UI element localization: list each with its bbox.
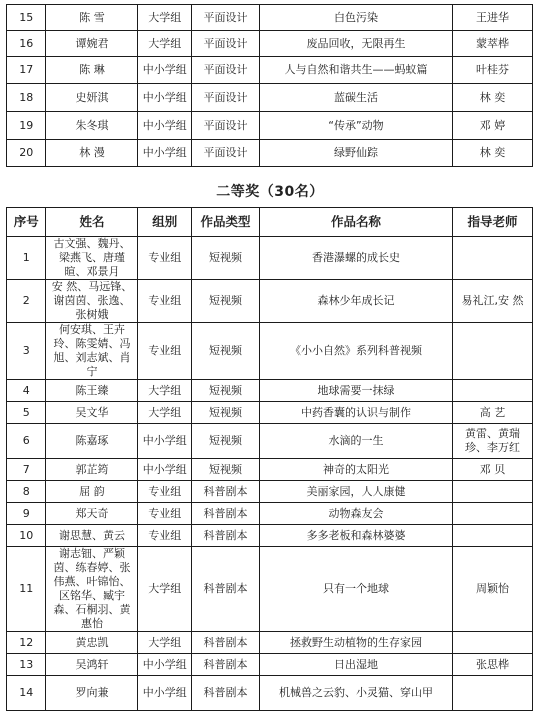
cell-name: 吴鸿轩	[46, 654, 138, 676]
cell-type: 短视频	[192, 459, 260, 481]
header-no: 序号	[7, 208, 46, 237]
cell-type: 短视频	[192, 323, 260, 380]
cell-name: 陈 琳	[46, 57, 138, 84]
header-type: 作品类型	[192, 208, 260, 237]
cell-type: 平面设计	[192, 5, 260, 31]
cell-type: 科普剧本	[192, 525, 260, 547]
cell-name: 安 然、马远锋、谢茵茵、张逸、张树娥	[46, 280, 138, 323]
cell-type: 平面设计	[192, 31, 260, 57]
cell-group: 专业组	[138, 323, 192, 380]
cell-teacher	[453, 503, 533, 525]
cell-group: 大学组	[138, 31, 192, 57]
cell-name: 谭婉君	[46, 31, 138, 57]
cell-name: 谢志钿、严颖茵、练春婷、张伟燕、叶锦怡、区铭华、臧宇森、石桐羽、黄惠怡	[46, 547, 138, 632]
table-row	[7, 654, 533, 676]
table-row	[7, 424, 533, 459]
cell-no: 3	[7, 323, 46, 380]
cell-name: 林 漫	[46, 140, 138, 167]
cell-title: 森林少年成长记	[259, 280, 452, 323]
table-row	[7, 237, 533, 280]
cell-group: 专业组	[138, 481, 192, 503]
cell-title: 动物森友会	[259, 503, 452, 525]
cell-teacher	[453, 323, 533, 380]
cell-title: 中药香囊的认识与制作	[259, 402, 452, 424]
cell-title: 神奇的太阳光	[259, 459, 452, 481]
cell-name: 朱冬琪	[46, 112, 138, 140]
cell-no: 2	[7, 280, 46, 323]
cell-no: 8	[7, 481, 46, 503]
cell-no: 7	[7, 459, 46, 481]
table-row	[7, 676, 533, 711]
second-prize-table	[6, 207, 533, 711]
cell-name: 陈嘉琢	[46, 424, 138, 459]
cell-title: 人与自然和谐共生——蚂蚁篇	[259, 57, 452, 84]
cell-type: 短视频	[192, 237, 260, 280]
cell-type: 短视频	[192, 380, 260, 402]
cell-teacher: 蒙萃桦	[453, 31, 533, 57]
table-row	[7, 503, 533, 525]
cell-group: 中小学组	[138, 57, 192, 84]
cell-group: 大学组	[138, 380, 192, 402]
table-row	[7, 280, 533, 323]
cell-group: 大学组	[138, 5, 192, 31]
cell-name: 谢思慧、黄云	[46, 525, 138, 547]
cell-name: 黄忠凯	[46, 632, 138, 654]
cell-group: 中小学组	[138, 676, 192, 711]
cell-teacher: 黄雷、黄瑞珍、李万红	[453, 424, 533, 459]
cell-name: 何安琪、王卉玲、陈雯婧、冯旭、刘志斌、肖 宁	[46, 323, 138, 380]
cell-title: 废品回收，无限再生	[259, 31, 452, 57]
cell-teacher: 张思桦	[453, 654, 533, 676]
table-row	[7, 459, 533, 481]
cell-teacher	[453, 525, 533, 547]
cell-title: 美丽家园，人人康健	[259, 481, 452, 503]
cell-no: 17	[7, 57, 46, 84]
cell-title: 只有一个地球	[259, 547, 452, 632]
cell-group: 中小学组	[138, 112, 192, 140]
cell-type: 科普剧本	[192, 481, 260, 503]
table-row	[7, 323, 533, 380]
cell-no: 12	[7, 632, 46, 654]
cell-teacher: 高 艺	[453, 402, 533, 424]
table-row	[7, 31, 533, 57]
cell-group: 专业组	[138, 280, 192, 323]
cell-no: 15	[7, 5, 46, 31]
cell-teacher	[453, 380, 533, 402]
cell-no: 11	[7, 547, 46, 632]
cell-type: 短视频	[192, 402, 260, 424]
cell-title: 日出湿地	[259, 654, 452, 676]
cell-no: 16	[7, 31, 46, 57]
header-row	[7, 208, 533, 237]
cell-title: “传承”动物	[259, 112, 452, 140]
cell-group: 专业组	[138, 525, 192, 547]
cell-teacher: 林 奕	[453, 140, 533, 167]
cell-name: 史妍淇	[46, 84, 138, 112]
cell-teacher: 邓 贝	[453, 459, 533, 481]
cell-title: 绿野仙踪	[259, 140, 452, 167]
table-row	[7, 5, 533, 31]
cell-type: 平面设计	[192, 140, 260, 167]
cell-type: 科普剧本	[192, 676, 260, 711]
cell-no: 20	[7, 140, 46, 167]
cell-no: 5	[7, 402, 46, 424]
cell-group: 大学组	[138, 402, 192, 424]
cell-teacher	[453, 481, 533, 503]
cell-type: 短视频	[192, 280, 260, 323]
table-row	[7, 84, 533, 112]
header-teacher: 指导老师	[453, 208, 533, 237]
cell-no: 9	[7, 503, 46, 525]
cell-title: 《小小自然》系列科普视频	[259, 323, 452, 380]
cell-name: 郭芷筠	[46, 459, 138, 481]
cell-group: 专业组	[138, 503, 192, 525]
cell-type: 科普剧本	[192, 632, 260, 654]
cell-group: 大学组	[138, 632, 192, 654]
cell-name: 罗向兼	[46, 676, 138, 711]
cell-name: 陈王臻	[46, 380, 138, 402]
cell-title: 拯救野生动植物的生存家园	[259, 632, 452, 654]
cell-type: 短视频	[192, 424, 260, 459]
table-row	[7, 402, 533, 424]
cell-title: 水滴的一生	[259, 424, 452, 459]
cell-teacher	[453, 237, 533, 280]
table-row	[7, 140, 533, 167]
cell-type: 科普剧本	[192, 547, 260, 632]
cell-no: 10	[7, 525, 46, 547]
cell-name: 郑天奇	[46, 503, 138, 525]
header-title: 作品名称	[259, 208, 452, 237]
cell-no: 4	[7, 380, 46, 402]
header-group: 组别	[138, 208, 192, 237]
cell-title: 多多老板和森林婆婆	[259, 525, 452, 547]
table-row	[7, 547, 533, 632]
cell-group: 中小学组	[138, 459, 192, 481]
table-row	[7, 57, 533, 84]
cell-name: 古文强、魏丹、梁燕飞、唐瑾暄、邓景月	[46, 237, 138, 280]
cell-no: 6	[7, 424, 46, 459]
table-row	[7, 525, 533, 547]
cell-title: 地球需要一抹绿	[259, 380, 452, 402]
cell-type: 科普剧本	[192, 654, 260, 676]
cell-teacher: 易礼江,安 然	[453, 280, 533, 323]
cell-title: 香港瀑螺的成长史	[259, 237, 452, 280]
cell-teacher: 邓 婷	[453, 112, 533, 140]
cell-group: 中小学组	[138, 84, 192, 112]
cell-title: 机械兽之云豹、小灵猫、穿山甲	[259, 676, 452, 711]
cell-group: 中小学组	[138, 140, 192, 167]
header-name: 姓名	[46, 208, 138, 237]
cell-no: 13	[7, 654, 46, 676]
cell-no: 1	[7, 237, 46, 280]
cell-teacher: 周颖怡	[453, 547, 533, 632]
table-row	[7, 481, 533, 503]
cell-title: 白色污染	[259, 5, 452, 31]
cell-teacher	[453, 676, 533, 711]
table-row	[7, 112, 533, 140]
cell-teacher: 王进华	[453, 5, 533, 31]
cell-teacher: 叶桂芬	[453, 57, 533, 84]
cell-title: 蓝碳生活	[259, 84, 452, 112]
cell-name: 屈 韵	[46, 481, 138, 503]
cell-group: 专业组	[138, 237, 192, 280]
cell-group: 大学组	[138, 547, 192, 632]
cell-group: 中小学组	[138, 654, 192, 676]
table-row	[7, 632, 533, 654]
cell-no: 18	[7, 84, 46, 112]
cell-type: 平面设计	[192, 84, 260, 112]
cell-no: 14	[7, 676, 46, 711]
cell-type: 平面设计	[192, 57, 260, 84]
table-row	[7, 380, 533, 402]
cell-type: 科普剧本	[192, 503, 260, 525]
cell-teacher: 林 奕	[453, 84, 533, 112]
cell-group: 中小学组	[138, 424, 192, 459]
cell-name: 陈 雪	[46, 5, 138, 31]
cell-type: 平面设计	[192, 112, 260, 140]
section-title-second-prize: 二等奖（30名）	[216, 184, 324, 200]
cell-name: 吴文华	[46, 402, 138, 424]
cell-no: 19	[7, 112, 46, 140]
cell-teacher	[453, 632, 533, 654]
award-table-continued	[6, 4, 533, 167]
